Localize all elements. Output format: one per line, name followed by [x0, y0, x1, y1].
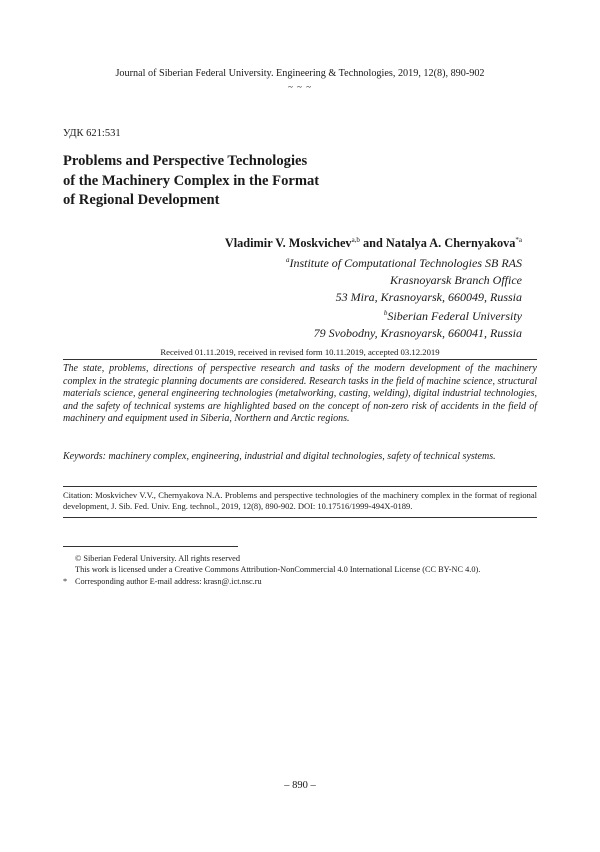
- footnote-copyright: © Siberian Federal University. All rights reserved: [75, 554, 240, 563]
- journal-header: Journal of Siberian Federal University. Engineering & Technologies, 2019, 12(8), 890-902: [115, 68, 485, 79]
- affiliation-mark: b: [383, 309, 388, 318]
- title-line: of the Machinery Complex in the Format: [63, 172, 320, 189]
- footnote-license: This work is licensed under a Creative Commons Attribution-NonCommercial 4.0 International License (CC BY-NC 4.0).: [75, 565, 481, 575]
- affiliations: [286, 252, 522, 342]
- footnote-mark: *: [63, 576, 68, 586]
- author-connector: and: [359, 236, 386, 251]
- divider: [63, 517, 537, 518]
- received-dates: Received 01.11.2019, received in revised form 10.11.2019, accepted 03.12.2019: [160, 347, 440, 357]
- header-ornament: ~ ~ ~: [287, 82, 313, 92]
- affiliation-line: 53 Mira, Krasnoyarsk, 660049, Russia: [335, 289, 522, 304]
- footnote-rule: [63, 546, 238, 547]
- title-line: Problems and Perspective Technologies: [63, 153, 308, 169]
- page-number: – 890 –: [284, 780, 316, 791]
- divider: [63, 486, 537, 487]
- paper-title: [63, 152, 483, 211]
- affiliation-line: $^a$Institute of Computational Technologies SB RAS: [285, 256, 522, 270]
- affiliation-line: Krasnoyarsk Branch Office: [390, 272, 522, 287]
- author-affiliation-mark: a,b: [351, 236, 360, 244]
- citation: Citation: Moskvichev V.V., Chernyakova N.A. Problems and perspective technologies of the machinery complex in the format of regional development, J. Sib. Fed. Univ. Eng. technol., 2019, 12(8), 890-902. DOI: 10.17516/1999-494X-0189.: [63, 490, 537, 512]
- title-line: of Regional Development: [63, 192, 220, 208]
- footnotes: [63, 553, 543, 587]
- affiliation-line: $^b$Siberian Federal University: [383, 309, 522, 324]
- footnote-corresponding: * Corresponding author E-mail address: krasn@.ict.nsc.ru: [63, 576, 262, 586]
- abstract: The state, problems, directions of perspective research and tasks of the modern development of the machinery complex in the strategic planning documents are considered. Research tasks in the field of machine science, structural materials science, general engineering technologies (metalworking, casting, welding), digital industrial technologies, and the safety of technical systems are highlighted based on the concept of non-zero risk of accidents in the field of machinery and equipment used in Siberia, Northern and Arctic regions.: [63, 363, 537, 424]
- divider: [63, 359, 537, 360]
- author-name: Vladimir V. Moskvichev: [224, 236, 352, 251]
- udk-code: УДК 621:531: [63, 128, 121, 139]
- keywords: Keywords: machinery complex, engineering, industrial and digital technologies, safety of technical systems.: [63, 451, 496, 462]
- author-name: Natalya A. Chernyakova: [385, 236, 516, 251]
- author-affiliation-mark: *a: [515, 236, 522, 244]
- affiliation-line: 79 Svobodny, Krasnoyarsk, 660041, Russia: [313, 326, 522, 341]
- affiliation-mark: a: [285, 256, 290, 264]
- author-line: [225, 236, 522, 251]
